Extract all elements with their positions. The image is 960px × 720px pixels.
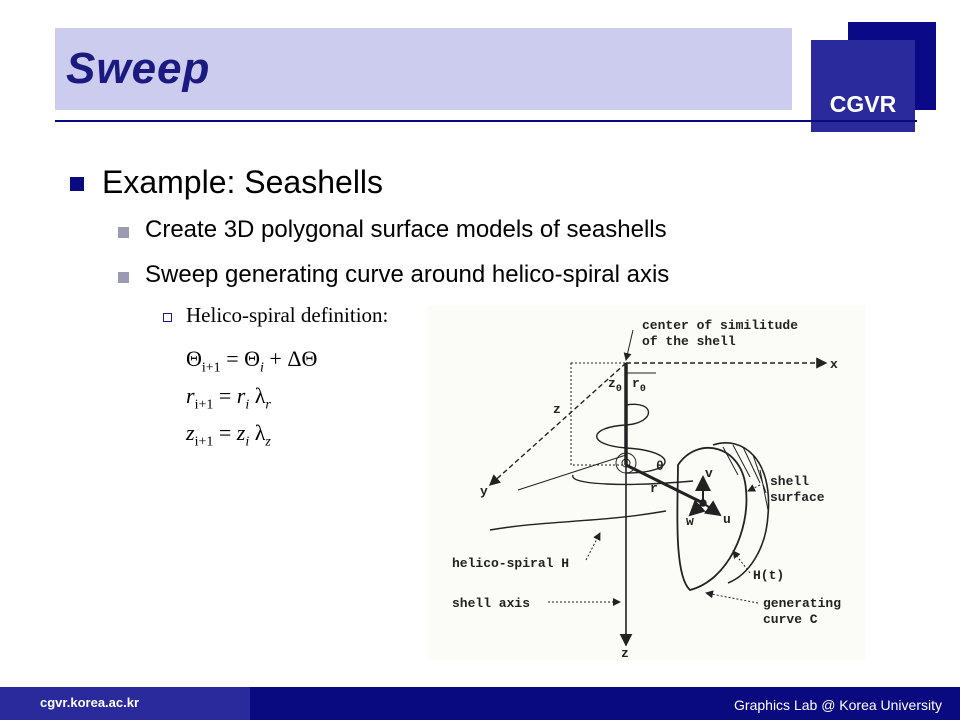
label-x: x — [830, 357, 838, 372]
logo-text: CGVR — [829, 91, 897, 117]
frame-origin — [700, 500, 706, 506]
label-theta: θ — [656, 459, 664, 474]
bullet-text-create: Create 3D polygonal surface models of seashells — [145, 216, 667, 243]
slide-title: Sweep — [66, 44, 211, 93]
label-y: y — [480, 484, 488, 499]
bullet-level-1 — [70, 177, 84, 191]
footer-lab-name: Graphics Lab @ Korea University — [734, 697, 942, 713]
label-center-2: of the shell — [642, 334, 736, 349]
label-r: r — [650, 481, 658, 496]
equation-r: $r_{i+1} = r_i$ $\lambda_r$ — [186, 383, 271, 413]
label-shell-axis: shell axis — [452, 596, 531, 611]
label-generating-1: generating — [763, 596, 842, 611]
label-generating-2: curve C — [763, 612, 818, 627]
equation-theta: $\Theta_{i+1} = \Theta_i + \Delta\Theta$ — [186, 346, 318, 376]
title-rule — [55, 120, 917, 122]
bullet-level-3 — [163, 313, 172, 322]
bullet-text-helico: Helico-spiral definition: — [186, 303, 389, 327]
label-shell-1: shell — [770, 474, 810, 489]
label-w: w — [686, 514, 694, 529]
label-z-axis: z — [621, 646, 629, 660]
label-center-1: center of similitude — [642, 318, 799, 333]
label-v: v — [705, 466, 713, 481]
footer-url: cgvr.korea.ac.kr — [40, 695, 140, 710]
label-z0: $z_0$ — [608, 376, 622, 395]
equation-z: $z_{i+1} = z_i$ $\lambda_z$ — [186, 420, 271, 450]
bullet-level-2 — [118, 227, 129, 238]
logo-front-square — [811, 40, 915, 132]
label-shell-2: surface — [770, 490, 825, 505]
bullet-text-example: Example: Seashells — [102, 164, 384, 200]
label-ht: H(t) — [753, 568, 785, 583]
label-helico: helico-spiral H — [452, 556, 570, 571]
seashell-figure — [428, 305, 865, 660]
bullet-level-2 — [118, 272, 129, 283]
label-u: u — [723, 512, 731, 527]
bullet-text-sweep: Sweep generating curve around helico-spiral axis — [145, 261, 670, 288]
label-z-left: z — [553, 402, 561, 417]
label-r0: $r_0$ — [632, 376, 646, 395]
